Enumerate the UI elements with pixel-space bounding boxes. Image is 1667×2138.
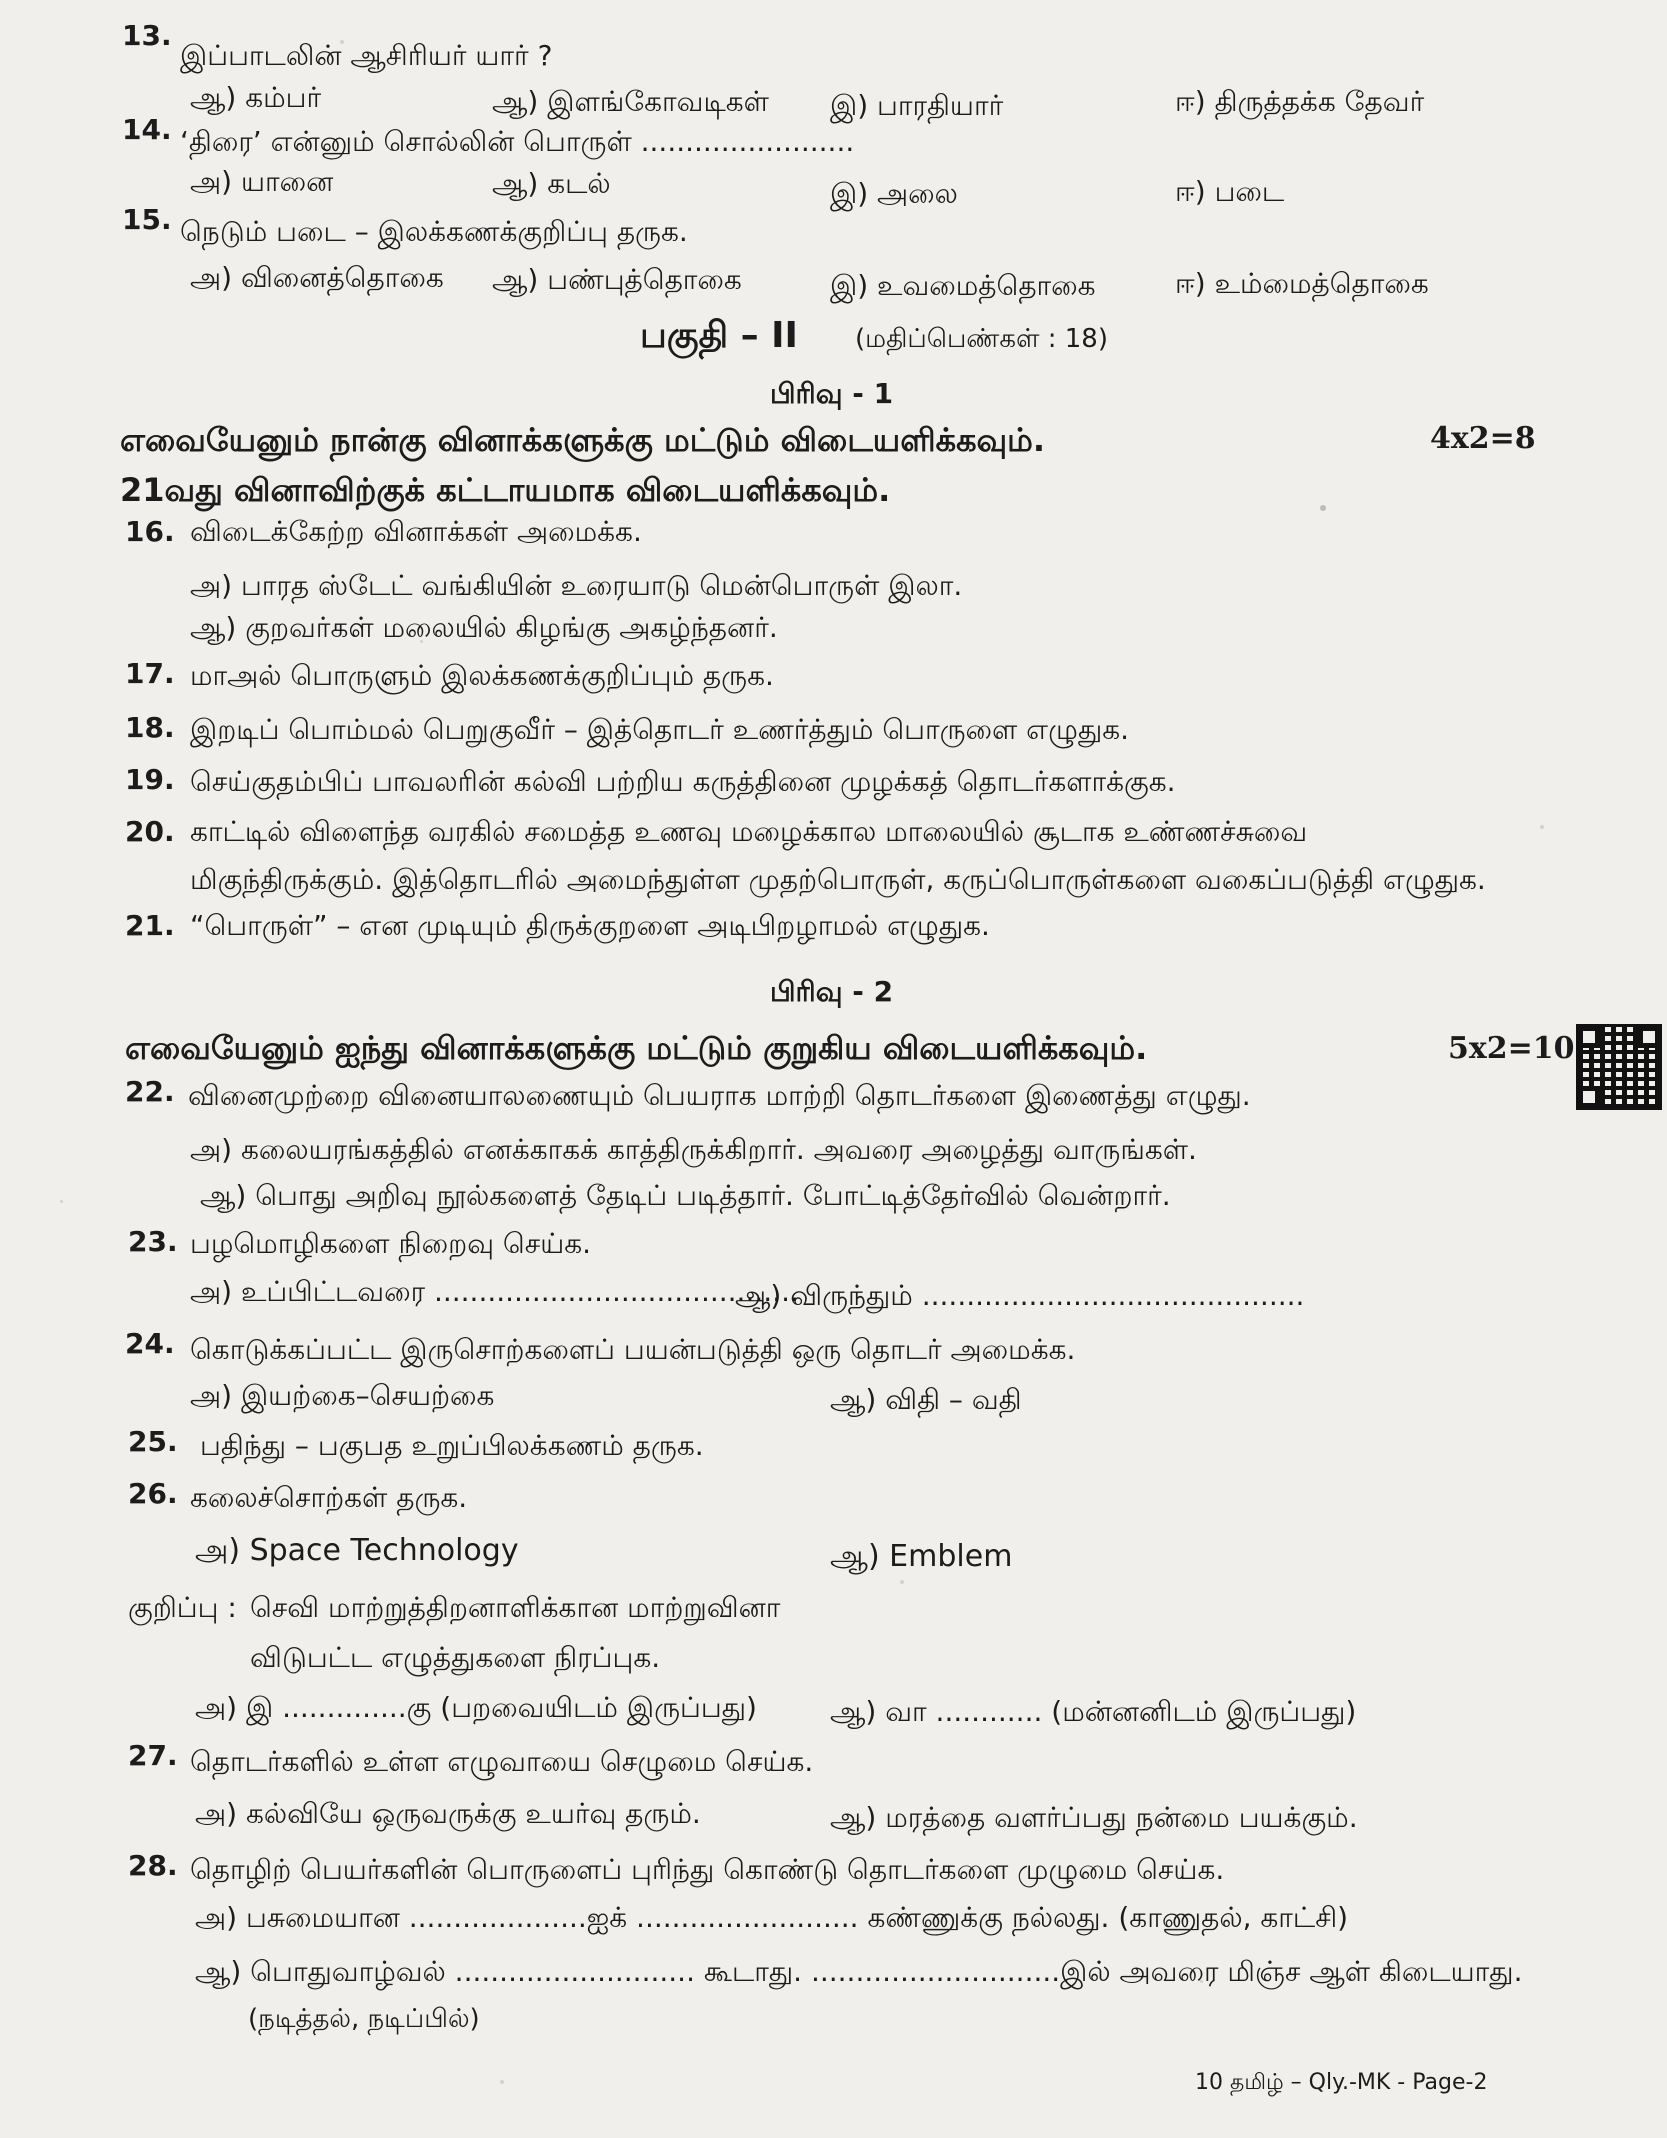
option-b: ஆ) இளங்கோவடிகள் [492,85,769,118]
sub-question-b: ஆ) பொது அறிவு நூல்களைத் தேடிப் படித்தார். போட்டித்தேர்வில் வென்றார். [200,1179,1171,1212]
sub-question-a: அ) இயற்கை–செயற்கை [190,1379,495,1412]
question-text: கலைச்சொற்கள் தருக. [190,1481,468,1514]
sub-question-b: ஆ) வா ............ (மன்னனிடம் இருப்பது) [830,1695,1357,1728]
option-d: ஈ) திருத்தக்க தேவர் [1175,85,1425,118]
paper-speck [1320,505,1326,511]
section-instruction: எவையேனும் ஐந்து வினாக்களுக்கு மட்டும் குறுகிய விடையளிக்கவும். [125,1029,1148,1067]
question-text: மிகுந்திருக்கும். இத்தொடரில் அமைந்துள்ள முதற்பொருள், கருப்பொருள்களை வகைப்படுத்தி எழுதுக. [190,863,1486,896]
question-number: 24. [125,1327,175,1360]
question-number: 20. [125,815,175,848]
paper-speck [60,1200,63,1203]
question-number: 22. [125,1075,175,1108]
question-number: 25. [128,1425,178,1458]
question-text: இப்பாடலின் ஆசிரியர் யார் ? [180,39,553,72]
part-title: பகுதி – II [640,315,798,356]
paper-speck [500,2080,504,2084]
question-text: வினைமுற்றை வினையாலணையும் பெயராக மாற்றி தொடர்களை இணைத்து எழுது. [188,1079,1251,1112]
note-instruction: விடுபட்ட எழுத்துகளை நிரப்புக. [250,1641,661,1674]
sub-question-b: ஆ) குறவர்கள் மலையில் கிழங்கு அகழ்ந்தனர். [190,611,778,644]
question-text: காட்டில் விளைந்த வரகில் சமைத்த உணவு மழைக்கால மாலையில் சூடாக உண்ணச்சுவை [190,815,1308,848]
sub-question-b: ஆ) விருந்தும் ........................................... [735,1279,1305,1312]
note-label: குறிப்பு : [128,1591,237,1624]
option-d: ஈ) உம்மைத்தொகை [1175,267,1429,300]
option-d: ஈ) படை [1175,175,1285,208]
question-number: 28. [128,1849,178,1882]
section-title: பிரிவு - 1 [770,377,894,410]
sub-question-a: அ) கலையரங்கத்தில் எனக்காகக் காத்திருக்கிறார். அவரை அழைத்து வாருங்கள். [190,1133,1197,1166]
sub-question-a: அ) Space Technology [195,1533,519,1568]
section-instruction: எவையேனும் நான்கு வினாக்களுக்கு மட்டும் விடையளிக்கவும். [120,421,1046,459]
question-text: தொழிற் பெயர்களின் பொருளைப் புரிந்து கொண்டு தொடர்களை முழுமை செய்க. [190,1853,1225,1886]
option-a: அ) வினைத்தொகை [190,261,444,294]
part-marks: (மதிப்பெண்கள் : 18) [855,324,1108,354]
option-c: இ) அலை [830,177,958,210]
sub-question-a: அ) பசுமையான ....................ஐக் ......................... கண்ணுக்கு நல்லது. (காணுதல், காட்சி) [195,1901,1349,1934]
question-number: 15. [122,203,172,236]
note-text: செவி மாற்றுத்திறனாளிக்கான மாற்றுவினா [250,1591,781,1624]
option-a: அ) யானை [190,165,334,198]
question-text: இறடிப் பொம்மல் பெறுகுவீர் – இத்தொடர் உணர்த்தும் பொருளை எழுதுக. [190,713,1130,746]
page-footer: 10 தமிழ் – Qly.-MK - Page-2 [1195,2070,1488,2095]
sub-question-a: அ) கல்வியே ஒருவருக்கு உயர்வு தரும். [195,1797,701,1830]
sub-question-b: ஆ) Emblem [830,1539,1013,1574]
sub-question-b: ஆ) பொதுவாழ்வல் ........................... கூடாது. ............................இல் அவரை மிஞ்ச ஆள் கிடையாது. [195,1955,1523,1988]
sub-question-b: ஆ) மரத்தை வளர்ப்பது நன்மை பயக்கும். [830,1801,1358,1834]
option-b: ஆ) கடல் [492,167,611,200]
question-number: 16. [125,515,175,548]
question-text: மாஅல் பொருளும் இலக்கணக்குறிப்பும் தருக. [190,659,774,692]
question-text: “பொருள்” – என முடியும் திருக்குறளை அடிபிறழாமல் எழுதுக. [190,909,990,942]
question-number: 14. [122,113,172,146]
section-instruction: 21வது வினாவிற்குக் கட்டாயமாக விடையளிக்கவும். [120,471,891,509]
question-text: செய்குதம்பிப் பாவலரின் கல்வி பற்றிய கருத்தினை முழக்கத் தொடர்களாக்குக. [190,765,1176,798]
question-text: தொடர்களில் உள்ள எழுவாயை செழுமை செய்க. [190,1745,814,1778]
sub-question-a: அ) பாரத ஸ்டேட் வங்கியின் உரையாடு மென்பொருள் இலா. [190,569,963,602]
question-text: விடைக்கேற்ற வினாக்கள் அமைக்க. [190,515,642,548]
paper-speck [900,1580,904,1584]
sub-question-a: அ) இ ..............கு (பறவையிடம் இருப்பது) [195,1691,757,1724]
paper-speck [1540,825,1544,829]
question-number: 21. [125,909,175,942]
sub-question-a: அ) உப்பிட்டவரை ......................................... [190,1275,799,1308]
question-text: ‘திரை’ என்னும் சொல்லின் பொருள் ........................ [180,125,855,158]
question-number: 27. [128,1739,178,1772]
question-number: 23. [128,1225,178,1258]
section-score: 5x2=10 [1448,1031,1575,1066]
question-number: 26. [128,1477,178,1510]
option-a: ஆ) கம்பர் [190,81,322,114]
question-text: நெடும் படை – இலக்கணக்குறிப்பு தருக. [180,215,688,248]
option-c: இ) பாரதியார் [830,89,1004,122]
question-number: 19. [125,763,175,796]
question-number: 17. [125,657,175,690]
question-text: பழமொழிகளை நிறைவு செய்க. [190,1227,592,1260]
option-b: ஆ) பண்புத்தொகை [492,263,742,296]
section-score: 4x2=8 [1430,421,1536,456]
section-title: பிரிவு - 2 [770,975,894,1008]
hint-text: (நடித்தல், நடிப்பில்) [248,2004,480,2034]
question-text: பதிந்து – பகுபத உறுப்பிலக்கணம் தருக. [200,1429,704,1462]
question-text: கொடுக்கப்பட்ட இருசொற்களைப் பயன்படுத்தி ஒரு தொடர் அமைக்க. [190,1333,1076,1366]
question-number: 13. [122,19,172,52]
qr-code [1578,1026,1660,1108]
option-c: இ) உவமைத்தொகை [830,269,1096,302]
sub-question-b: ஆ) விதி – வதி [830,1383,1022,1416]
question-number: 18. [125,711,175,744]
